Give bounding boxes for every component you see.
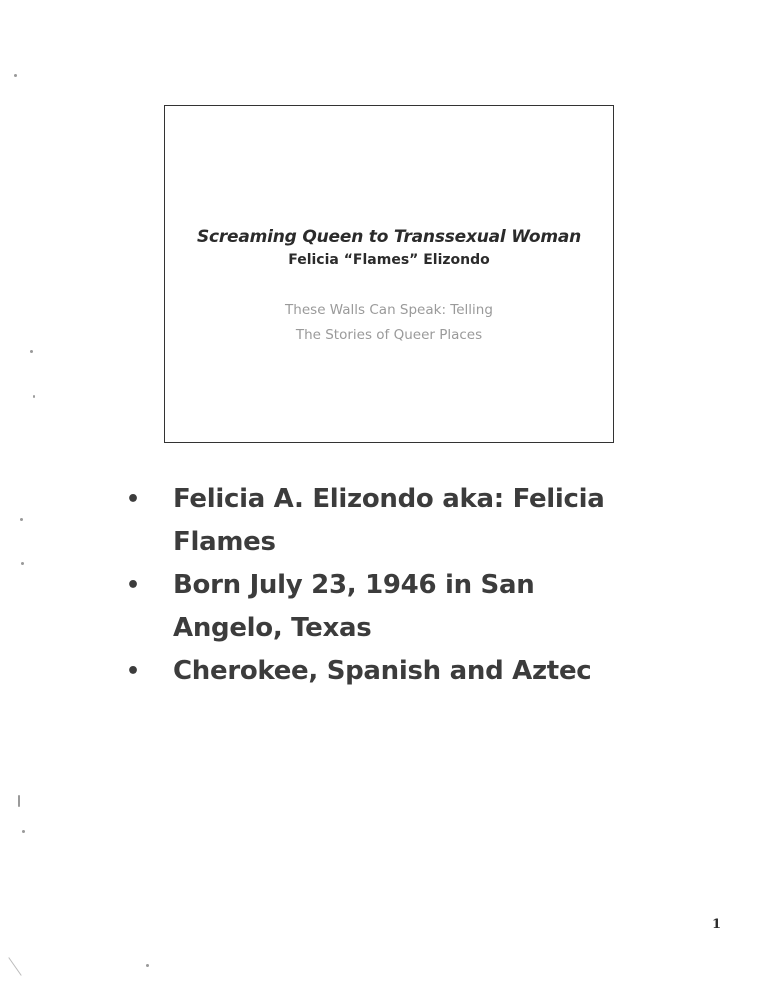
- slide-subtitle: Felicia “Flames” Elizondo: [288, 252, 490, 268]
- scan-speck: [30, 350, 33, 353]
- bullet-item: [120, 564, 680, 650]
- scan-speck: [20, 518, 23, 521]
- slide-caption-line-2: The Stories of Queer Places: [295, 327, 483, 343]
- scan-speck: [22, 830, 25, 833]
- scan-speck: [18, 795, 20, 807]
- bullet-item: [120, 478, 680, 564]
- notes-bullet-list: [120, 478, 680, 693]
- scan-speck: [21, 562, 24, 565]
- slide-thumbnail: [164, 105, 614, 443]
- bullet-text-line-1: Born July 23, 1946 in San: [173, 570, 535, 600]
- bullet-icon: •: [126, 487, 140, 512]
- scan-speck: [14, 74, 17, 77]
- scan-speck: [146, 964, 149, 967]
- scan-speck: [33, 395, 35, 398]
- bullet-text-line-2: Flames: [173, 527, 276, 557]
- bullet-text-line-1: Cherokee, Spanish and Aztec: [173, 656, 592, 686]
- scan-speck: [8, 957, 21, 976]
- bullet-text-line-1: Felicia A. Elizondo aka: Felicia: [173, 484, 605, 514]
- slide-title: Screaming Queen to Transsexual Woman: [196, 227, 582, 247]
- bullet-text-line-2: Angelo, Texas: [173, 613, 372, 643]
- bullet-icon: •: [126, 659, 140, 684]
- page-number: 1: [712, 917, 722, 932]
- bullet-item: [120, 650, 680, 693]
- bullet-icon: •: [126, 573, 140, 598]
- slide-caption-line-1: These Walls Can Speak: Telling: [285, 302, 493, 318]
